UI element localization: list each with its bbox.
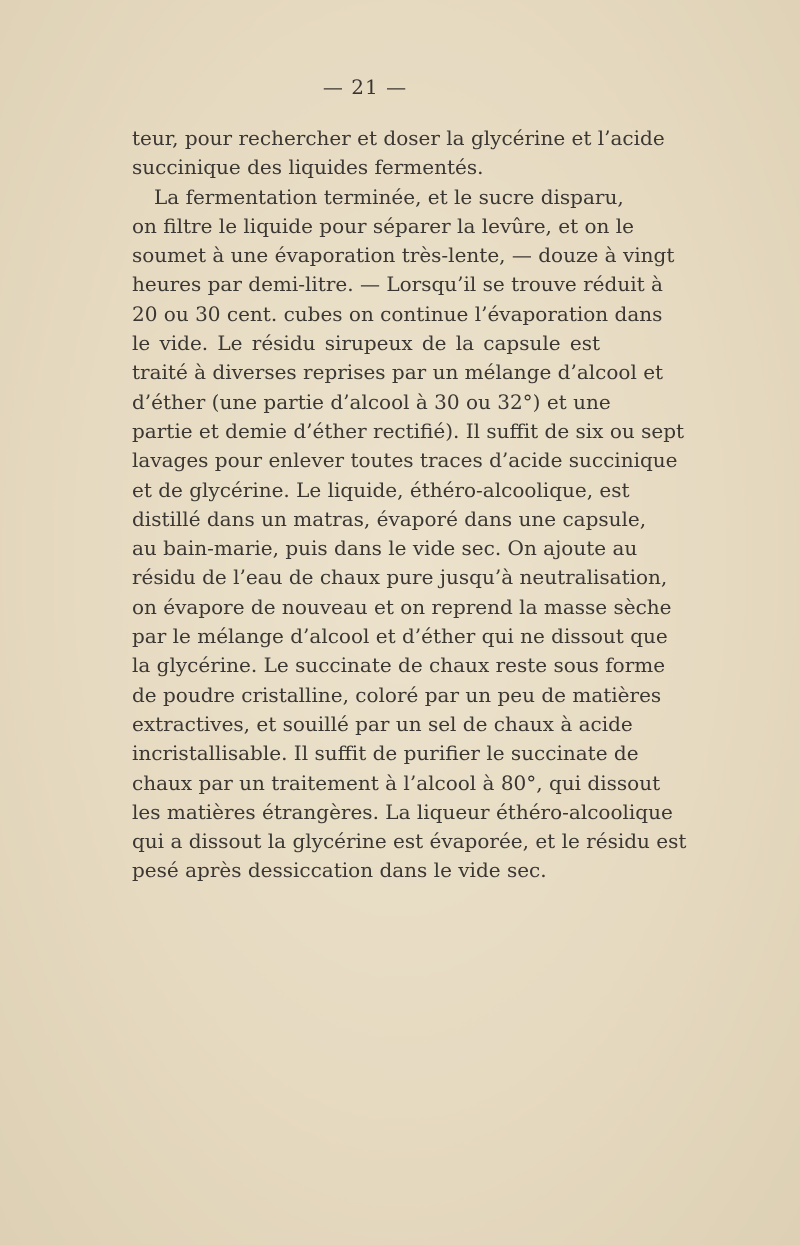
text-line: d’éther (une partie d’alcool à 30 ou 32°) et une: [132, 389, 611, 414]
text-line: succinique des liquides fermentés.: [132, 155, 484, 180]
text-line: pesé après dessiccation dans le vide sec.: [132, 858, 547, 883]
text-line: incristallisable. Il suffit de purifier le succinate de: [132, 741, 639, 766]
page-number: — 21 —: [322, 75, 408, 99]
text-line: lavages pour enlever toutes traces d’acide succinique: [132, 448, 678, 473]
text-line: et de glycérine. Le liquide, éthéro-alcoolique, est: [132, 477, 630, 502]
text-line: qui a dissout la glycérine est évaporée, et le résidu est: [132, 829, 687, 854]
text-line: le vide. Le résidu sirupeux de la capsule est: [132, 331, 600, 356]
text-line: soumet à une évaporation très-lente, — douze à vingt: [132, 243, 675, 268]
text-line: on filtre le liquide pour séparer la levûre, et on le: [132, 213, 634, 238]
text-line: au bain-marie, puis dans le vide sec. On ajoute au: [132, 536, 638, 561]
text-line: de poudre cristalline, coloré par un peu de matières: [132, 682, 662, 707]
text-line: on évapore de nouveau et on reprend la masse sèche: [132, 594, 672, 619]
text-line: La fermentation terminée, et le sucre disparu,: [154, 184, 624, 209]
text-line: partie et demie d’éther rectifié). Il suffit de six ou sept: [132, 418, 685, 443]
text-line: heures par demi-litre. — Lorsqu’il se trouve réduit à: [132, 272, 663, 297]
text-line: la glycérine. Le succinate de chaux reste sous forme: [132, 653, 666, 678]
body-text: [132, 124, 687, 886]
text-line: résidu de l’eau de chaux pure jusqu’à neutralisation,: [132, 565, 668, 590]
text-line: les matières étrangères. La liqueur éthéro-alcoolique: [132, 799, 673, 824]
text-line: chaux par un traitement à l’alcool à 80°, qui dissout: [132, 770, 661, 795]
text-line: traité à diverses reprises par un mélange d’alcool et: [132, 360, 664, 385]
text-line: teur, pour rechercher et doser la glycérine et l’acide: [132, 126, 665, 150]
text-line: extractives, et souillé par un sel de chaux à acide: [132, 711, 633, 736]
text-line: 20 ou 30 cent. cubes on continue l’évaporation dans: [132, 301, 663, 326]
text-line: distillé dans un matras, évaporé dans une capsule,: [132, 506, 647, 531]
text-line: par le mélange d’alcool et d’éther qui ne dissout que: [132, 624, 668, 649]
